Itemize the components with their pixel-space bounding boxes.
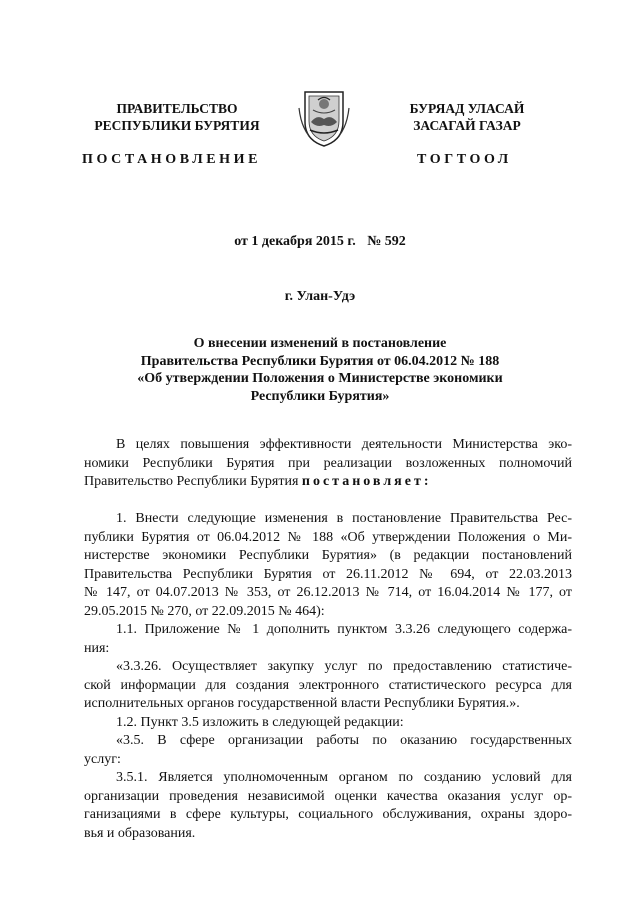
buryatia-coat-of-arms-icon [295, 86, 353, 148]
issuer-left-line2: РЕСПУБЛИКИ БУРЯТИЯ [94, 118, 260, 133]
document-date-line [0, 234, 640, 250]
issuer-right-line2: ЗАСАГАЙ ГАЗАР [413, 118, 521, 133]
body-line: ганизациями в сфере культуры, социального обслуживания, охраны здоро- [84, 807, 572, 822]
body-line: № 147, от 04.07.2013 № 353, от 26.12.2013 № 714, от 16.04.2014 № 177, от [84, 585, 572, 600]
preamble-line-text: Правительство Республики Бурятия [84, 474, 299, 489]
document-kind-left: ПОСТАНОВЛЕНИЕ [82, 152, 262, 167]
title-line: О внесении изменений в постановление [193, 336, 447, 351]
body-line: «3.3.26. Осуществляет закупку услуг по предоставлению статистиче- [116, 659, 572, 674]
title-line: Республики Бурятия» [250, 388, 390, 404]
preamble-line: В целях повышения эффективности деятельности Министерства эко- [116, 437, 572, 452]
title-line: «Об утверждении Положения о Министерстве экономики [137, 371, 503, 386]
decree-word: постановляет: [301, 474, 432, 489]
title-line: Правительства Республики Бурятия от 06.04.2012 № 188 [140, 353, 500, 369]
issuer-left-line1: ПРАВИТЕЛЬСТВО [116, 101, 238, 116]
body-line: услуг: [84, 751, 121, 767]
document-number: № 592 [367, 234, 406, 249]
body-line: публики Бурятия от 06.04.2012 № 188 «Об утверждении Положения о Ми- [84, 529, 572, 545]
body-line: 3.5.1. Является уполномоченным органом по созданию условий для [116, 770, 572, 785]
issuer-right-line1: БУРЯАД УЛАСАЙ [409, 101, 525, 116]
preamble-line-3 [84, 473, 572, 492]
document-kind-right: ТОГТООЛ [417, 152, 512, 167]
issuer-left [82, 100, 272, 134]
body-line: Правительства Республики Бурятия от 26.11.2012 № 694, от 22.03.2013 [84, 566, 572, 582]
body-line: ния: [84, 640, 110, 656]
decree-body [84, 510, 572, 843]
document-title [100, 335, 540, 405]
body-line: 1.2. Пункт 3.5 изложить в следующей редакции: [116, 714, 404, 730]
body-line: ской информации для создания электронного статистического ресурса для [84, 677, 572, 693]
body-line: исполнительных органов государственной власти Республики Бурятия.». [84, 696, 520, 711]
body-line: нистерстве экономики Республики Бурятия» (в редакции постановлений [84, 548, 572, 563]
body-line: организации проведения независимой оценки качества оказания услуг ор- [84, 788, 572, 804]
issuer-right [372, 100, 562, 134]
body-line: 29.05.2015 № 270, от 22.09.2015 № 464): [84, 603, 325, 619]
body-line: 1. Внести следующие изменения в постановление Правительства Рес- [116, 511, 572, 526]
body-line: «3.5. В сфере организации работы по оказанию государственных [116, 733, 572, 748]
preamble [84, 436, 572, 492]
document-city: г. Улан-Удэ [284, 289, 356, 304]
document-date: от 1 декабря 2015 г. [234, 234, 356, 249]
body-line: вья и образования. [84, 825, 196, 841]
body-line: 1.1. Приложение № 1 дополнить пунктом 3.3.26 следующего содержа- [116, 622, 572, 637]
preamble-line: номики Республики Бурятия при реализации возложенных полномочий [84, 455, 572, 471]
